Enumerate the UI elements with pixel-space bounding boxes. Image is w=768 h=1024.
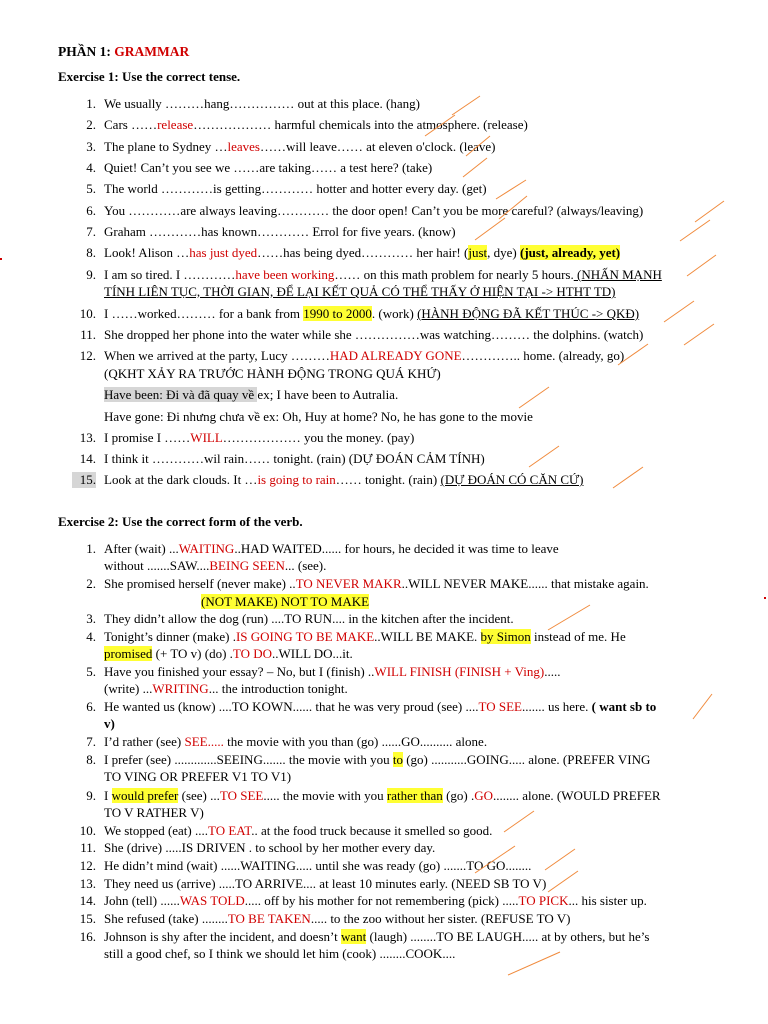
ex2-item-14: John (tell) ......WAS TOLD..... off by his mother for not remembering (pick) .....TO PICK... his sister up. — [104, 893, 647, 908]
ex2-item-10: We stopped (eat) ....TO EAT.. at the food truck because it smelled so good. — [104, 823, 493, 838]
check-mark — [545, 849, 575, 870]
ex1-item-13: I promise I ……WILL……………… you the money. (pay) — [104, 430, 415, 445]
item-number: 12. — [79, 348, 96, 363]
item-number: 10. — [79, 823, 96, 838]
item-number: 14. — [79, 893, 96, 908]
exercise-2-title: Exercise 2: Use the correct form of the verb. — [58, 514, 303, 529]
ex1-item-14: I think it …………wil rain…… tonight. (rain) (DỰ ĐOÁN CẢM TÍNH) — [104, 451, 485, 466]
item-number: 4. — [86, 160, 96, 175]
ex1-item-15: Look at the dark clouds. It …is going to rain…… tonight. (rain) (DỰ ĐOÁN CÓ CĂN CỨ) — [104, 472, 584, 487]
item-number: 5. — [86, 664, 96, 679]
item-number: 16. — [79, 929, 96, 944]
note-have-been: Have been: Đi và đã quay về ex; I have been to Autralia. — [104, 387, 399, 402]
check-mark — [548, 871, 578, 892]
ex2-item-9: I would prefer (see) ...TO SEE..... the movie with you rather than (go) .GO........ alone. (WOULD PREFER — [104, 788, 661, 803]
item-number: 1. — [86, 96, 96, 111]
item-number: 1. — [86, 541, 96, 556]
check-mark — [463, 158, 487, 177]
check-mark — [693, 694, 712, 719]
ex2-item-5-line2: (write) ...WRITING... the introduction tonight. — [104, 681, 348, 696]
ex1-item-10: I ……worked……… for a bank from 1990 to 2000. (work) (HÀNH ĐỘNG ĐÃ KẾT THÚC -> QKĐ) — [104, 306, 640, 321]
item-number: 12. — [79, 858, 96, 873]
ex2-item-9-line2: TO V RATHER V) — [104, 805, 204, 820]
item-number: 15. — [72, 472, 96, 488]
check-mark — [529, 446, 559, 467]
note-have-gone: Have gone: Đi nhưng chưa về ex: Oh, Huy at home? No, he has gone to the movie — [104, 409, 533, 424]
ex2-item-2: She promised herself (never make) ..TO NEVER MAKR..WILL NEVER MAKE...... that mistake again. — [104, 576, 649, 591]
item-number: 10. — [79, 306, 96, 321]
check-mark — [519, 387, 549, 408]
item-number: 2. — [86, 117, 96, 132]
ex2-item-2-line2: (NOT MAKE) NOT TO MAKE — [201, 594, 370, 609]
check-mark — [452, 96, 480, 115]
item-number: 14. — [79, 451, 96, 466]
item-number: 13. — [79, 430, 96, 445]
check-mark — [664, 301, 694, 322]
item-number: 7. — [86, 734, 96, 749]
item-number: 3. — [86, 611, 96, 626]
ex2-item-13: They need us (arrive) .....TO ARRIVE.... at least 10 minutes early. (NEED SB TO V) — [104, 876, 547, 891]
ex1-item-7: Graham …………has known………… Errol for five years. (know) — [104, 224, 456, 239]
ex1-item-4: Quiet! Can’t you see we ……are taking…… a test here? (take) — [104, 160, 433, 175]
exercise-1-title: Exercise 1: Use the correct tense. — [58, 69, 241, 84]
ex2-item-4-line2: promised (+ TO v) (do) .TO DO..WILL DO...it. — [104, 646, 353, 661]
ex2-item-7: I’d rather (see) SEE..... the movie with you than (go) ......GO.......... alone. — [104, 734, 488, 749]
ex2-item-1-line2: without .......SAW....BEING SEEN... (see). — [104, 558, 327, 573]
ex2-item-6-line2: v) — [104, 716, 115, 731]
ex2-item-5: Have you finished your essay? – No, but I (finish) ..WILL FINISH (FINISH + Ving)..... — [104, 664, 561, 679]
check-mark — [680, 220, 710, 241]
item-number: 13. — [79, 876, 96, 891]
item-number: 3. — [86, 139, 96, 154]
item-number: 7. — [86, 224, 96, 239]
check-mark — [475, 218, 505, 240]
item-number: 5. — [86, 181, 96, 196]
ex1-item-9: I am so tired. I …………have been working…… on this math problem for nearly 5 hours. (NHẤN MẠNH — [104, 267, 662, 282]
ex2-item-1: After (wait) ...WAITING..HAD WAITED...... for hours, he decided it was time to leave — [104, 541, 559, 556]
ex1-item-9-note: TÍNH LIÊN TỤC, THỜI GIAN, ĐỂ LẠI KẾT QUẢ CÓ THỂ THẤY Ở HIỆN TẠI -> HTHT TD) — [104, 284, 616, 299]
check-mark — [499, 196, 527, 219]
ex2-item-4: Tonight’s dinner (make) .IS GOING TO BE MAKE..WILL BE MAKE. by Simon instead of me. He — [104, 629, 626, 644]
margin-dot — [0, 258, 2, 260]
ex1-item-8: Look! Alison …has just dyed……has being dyed………… her hair! (just, dye) (just, already, yet) — [104, 245, 621, 260]
ex1-item-3: The plane to Sydney …leaves……will leave…… at eleven o'clock. (leave) — [104, 139, 496, 154]
item-number: 8. — [86, 752, 96, 767]
ex2-item-3: They didn’t allow the dog (run) ....TO RUN.... in the kitchen after the incident. — [104, 611, 514, 626]
ex2-item-15: She refused (take) ........TO BE TAKEN..... to the zoo without her sister. (REFUSE TO V) — [104, 911, 571, 926]
ex1-item-1: We usually ………hang…………… out at this place. (hang) — [104, 96, 420, 111]
check-mark — [695, 201, 724, 222]
check-mark — [613, 467, 643, 488]
item-number: 6. — [86, 699, 96, 714]
item-number: 4. — [86, 629, 96, 644]
item-number: 9. — [86, 788, 96, 803]
check-mark — [475, 846, 515, 873]
item-number: 6. — [86, 203, 96, 218]
check-mark — [504, 811, 534, 832]
ex1-item-5: The world …………is getting………… hotter and hotter every day. (get) — [104, 181, 487, 196]
ex1-item-2: Cars ……release……………… harmful chemicals into the atmosphere. (release) — [104, 117, 528, 132]
ex2-item-16: Johnson is shy after the incident, and doesn’t want (laugh) ........TO BE LAUGH..... at by others, but he’s — [104, 929, 650, 944]
item-number: 8. — [86, 245, 96, 260]
item-number: 2. — [86, 576, 96, 591]
ex2-item-8: I prefer (see) .............SEEING....... the movie with you to (go) ...........GOING..... alone. (PREFER VING — [104, 752, 651, 767]
check-mark — [425, 115, 455, 136]
item-number: 11. — [80, 327, 96, 342]
check-mark — [548, 605, 590, 630]
ex2-item-11: She (drive) .....IS DRIVEN . to school by her mother every day. — [104, 840, 436, 855]
margin-dot — [764, 597, 766, 599]
ex1-item-6: You …………are always leaving………… the door open! Can’t you be more careful? (always/leaving) — [104, 203, 644, 218]
ex2-item-16-line2: still a good chef, so I think we should let him (cook) ........COOK.... — [104, 946, 456, 961]
check-mark — [687, 255, 716, 276]
item-number: 9. — [86, 267, 96, 282]
check-mark — [466, 136, 490, 156]
ex2-item-8-line2: TO VING OR PREFER V1 TO V1) — [104, 769, 292, 784]
ex2-item-6: He wanted us (know) ....TO KOWN...... that he was very proud (see) ....TO SEE....... us here. ( want sb to — [104, 699, 657, 714]
check-mark — [496, 180, 526, 199]
item-number: 15. — [79, 911, 96, 926]
ex1-item-12-note: (QKHT XẢY RA TRƯỚC HÀNH ĐỘNG TRONG QUÁ KHỨ) — [104, 366, 441, 381]
ex1-item-11: She dropped her phone into the water while she ……………was watching……… the dolphins. (watch) — [104, 327, 644, 342]
ex2-item-12: He didn’t mind (wait) ......WAITING..... until she was ready (go) .......TO GO........ — [104, 858, 532, 873]
item-number: 11. — [80, 840, 96, 855]
check-mark — [684, 324, 714, 345]
part-heading: PHẦN 1: GRAMMAR — [58, 44, 190, 59]
check-mark — [618, 344, 648, 365]
check-mark — [508, 952, 560, 975]
ex1-item-12: When we arrived at the party, Lucy ………HAD ALREADY GONE………….. home. (already, go) — [104, 348, 625, 363]
